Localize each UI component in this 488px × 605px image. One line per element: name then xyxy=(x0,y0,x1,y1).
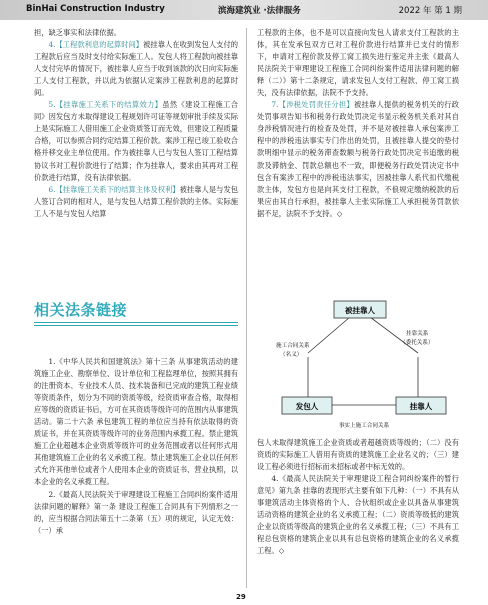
page-header xyxy=(0,0,488,20)
paragraph: 工程款的主体，也不是可以直接向发包人请求支付工程款的主体，其在发承包双方已对工程价款进行结算并已支付的情形下，申请对工程价款及停工窝工损失进行鉴定并主张《最高人民法院关于审理建设工程施工合同纠纷案件适用法律问题的解释（二）》第十二条规定，请求发包人支付工程款、停工窝工损失，没有法律依据，法院不予支持。 xyxy=(257,28,459,98)
left-relation-sublabel: （名义） xyxy=(280,352,303,358)
right-relation-label: 挂靠关系 xyxy=(406,331,429,337)
node-right-label: 挂靠人 xyxy=(409,402,433,411)
paragraph: 1.《中华人民共和国建筑法》第十三条 从事建筑活动的建筑施工企业、勘察单位、设计单位和工程监理单位，按照其拥有的注册资本、专业技术人员、技术装备和已完成的建筑工程业绩等资质条件，划分为不同的资质等级，经资质审查合格，取得相应等级的资质证书后，方可在其资质等级许可的范围内从事建筑活动。第二十六条 承包建筑工程的单位应当持有依法取得的资质证书，并在其资质等级许可的业务范围内承揽工程。禁止建筑施工企业超越本企业资质等级许可的业务范围或者以任何形式用其他建筑施工企业的名义承揽工程。禁止建筑施工企业以任何形式允许其他单位或者个人使用本企业的资质证书、营业执照，以本企业的名义承揽工程。 xyxy=(34,357,238,487)
right-column-statutes xyxy=(257,437,459,557)
paragraph: 包人未取得建筑施工企业资质或者超越资质等级的；（二）没有资质的实际施工人借用有资质的建筑施工企业名义的；（三）建设工程必须进行招标而未招标或者中标无效的。 xyxy=(257,438,459,472)
paragraph-body: 被挂靠人提供的税务机关的行政处罚事项告知书和税务行政处罚决定书显示税务机关系对其自身涉税情况进行的检查及处罚，并不是对被挂靠人承包案涉工程中的涉税违法事实专门作出的处罚，且被挂靠人提交的垫付款明细中显示的税务滞查数额与税务行政处罚决定书追缴的税款及滞纳金、罚款总额也不一致，即便税务行政处罚决定书中包含有案涉工程中的涉税违法事实，因被挂靠人系代扣代缴税款主体，发包方也是向其支付工程款，不俍规定缴纳税款的后果应由其自行承担，被挂靠人主张实际施工人承担税务罚款依据不足，法院不予支持。◇ xyxy=(257,100,459,218)
paragraph-heading: 5.【挂靠施工关系下的结算效力】 xyxy=(48,100,163,110)
left-column-statutes xyxy=(34,356,238,537)
left-column-article xyxy=(34,27,238,220)
paragraph: 4.《最高人民法院关于审理建设工程合同纠纷案件的暂行意见》第九条 挂靠的表现形式主要有如下几种：（一）不具有从事建筑活动主体资格的个人、合伙组织或企业以具备从事建筑活动资格的建筑企业的名义承揽工程；（二）资质等级低的建筑企业以资质等级高的建筑企业的名义承揽工程；（三）不具有工程总包资格的建筑企业以具有总包资格的建筑企业的名义承揽工程。◇ xyxy=(257,474,459,556)
header-issue: 2022 年 第 1 期 xyxy=(398,6,462,16)
relationship-diagram xyxy=(272,295,452,435)
node-left-label: 发包人 xyxy=(295,402,319,411)
node-top xyxy=(334,301,386,318)
paragraph-body: 被挂靠人是与发包人签订合同的相对人，是与发包人结算工程价款的主体。实际施工人不是与发包人结算 xyxy=(34,184,238,218)
bottom-relation-label: 事实上施工合同关系 xyxy=(338,423,390,429)
paragraph: 2.《最高人民法院关于审理建设工程施工合同纠纷案件适用法律问题的解释》第一条 建设工程施工合同具有下列情形之一的，应当根据合同法第五十二条第（五）项的规定，认定无效：（一）承 xyxy=(34,489,238,535)
paragraph-body: 虽然《建设工程施工合同》因发包方未取得建设工程规划许可证等规划审批手续及实际上是实际施工人借用施工企业资质签订而无效，但建设工程质量合格，可以参照合同约定结算工程价款。案涉工程已竣工验收合格并移交业主单位使用。作为被挂靠人已与发包人签订工程结算协议书对工程价款进行了结算；作为挂靠人，要求由其再对工程价款进行结算，没有法律依据。 xyxy=(34,100,238,182)
section-title-rule xyxy=(34,325,238,326)
node-right xyxy=(396,397,446,414)
right-relation-sublabel: （委托关系） xyxy=(400,340,434,346)
right-column-article xyxy=(257,27,459,220)
header-section: 滨海建筑业 ·法律服务 xyxy=(218,6,301,16)
node-left xyxy=(282,397,332,414)
connector-line xyxy=(308,317,350,353)
node-top-label: 被挂靠人 xyxy=(345,306,375,315)
paragraph xyxy=(34,184,238,220)
header-journal-name: BinHai Construction Industry xyxy=(26,4,165,14)
paragraph-heading: 7.【涉税处罚责任分担】 xyxy=(271,100,354,110)
paragraph xyxy=(34,39,238,99)
paragraph: 担，缺乏事实和法律依据。 xyxy=(34,28,122,37)
left-relation-label: 施工合同关系 xyxy=(276,343,310,349)
paragraph xyxy=(257,99,459,219)
section-title: 相关法条链接 xyxy=(34,301,128,319)
paragraph-body: 被挂靠人在收到发包人支付的工程款后应当及时支付给实际施工人。发包人将工程款向被挂靠人支付完毕的情况下，被挂靠人应当于收到该款的次日向实际施工人支付工程款，并以此为依据认定案涉工程款利息的起算时间。 xyxy=(34,40,238,98)
paragraph xyxy=(34,99,238,183)
page-number: 29 xyxy=(236,593,246,601)
paragraph-heading: 6.【挂靠施工关系下的结算主体及权利】 xyxy=(48,184,180,194)
column-divider xyxy=(246,28,247,588)
section-title-rule xyxy=(34,322,238,323)
paragraph-heading: 4.【工程款利息的起算时间】 xyxy=(48,40,144,50)
